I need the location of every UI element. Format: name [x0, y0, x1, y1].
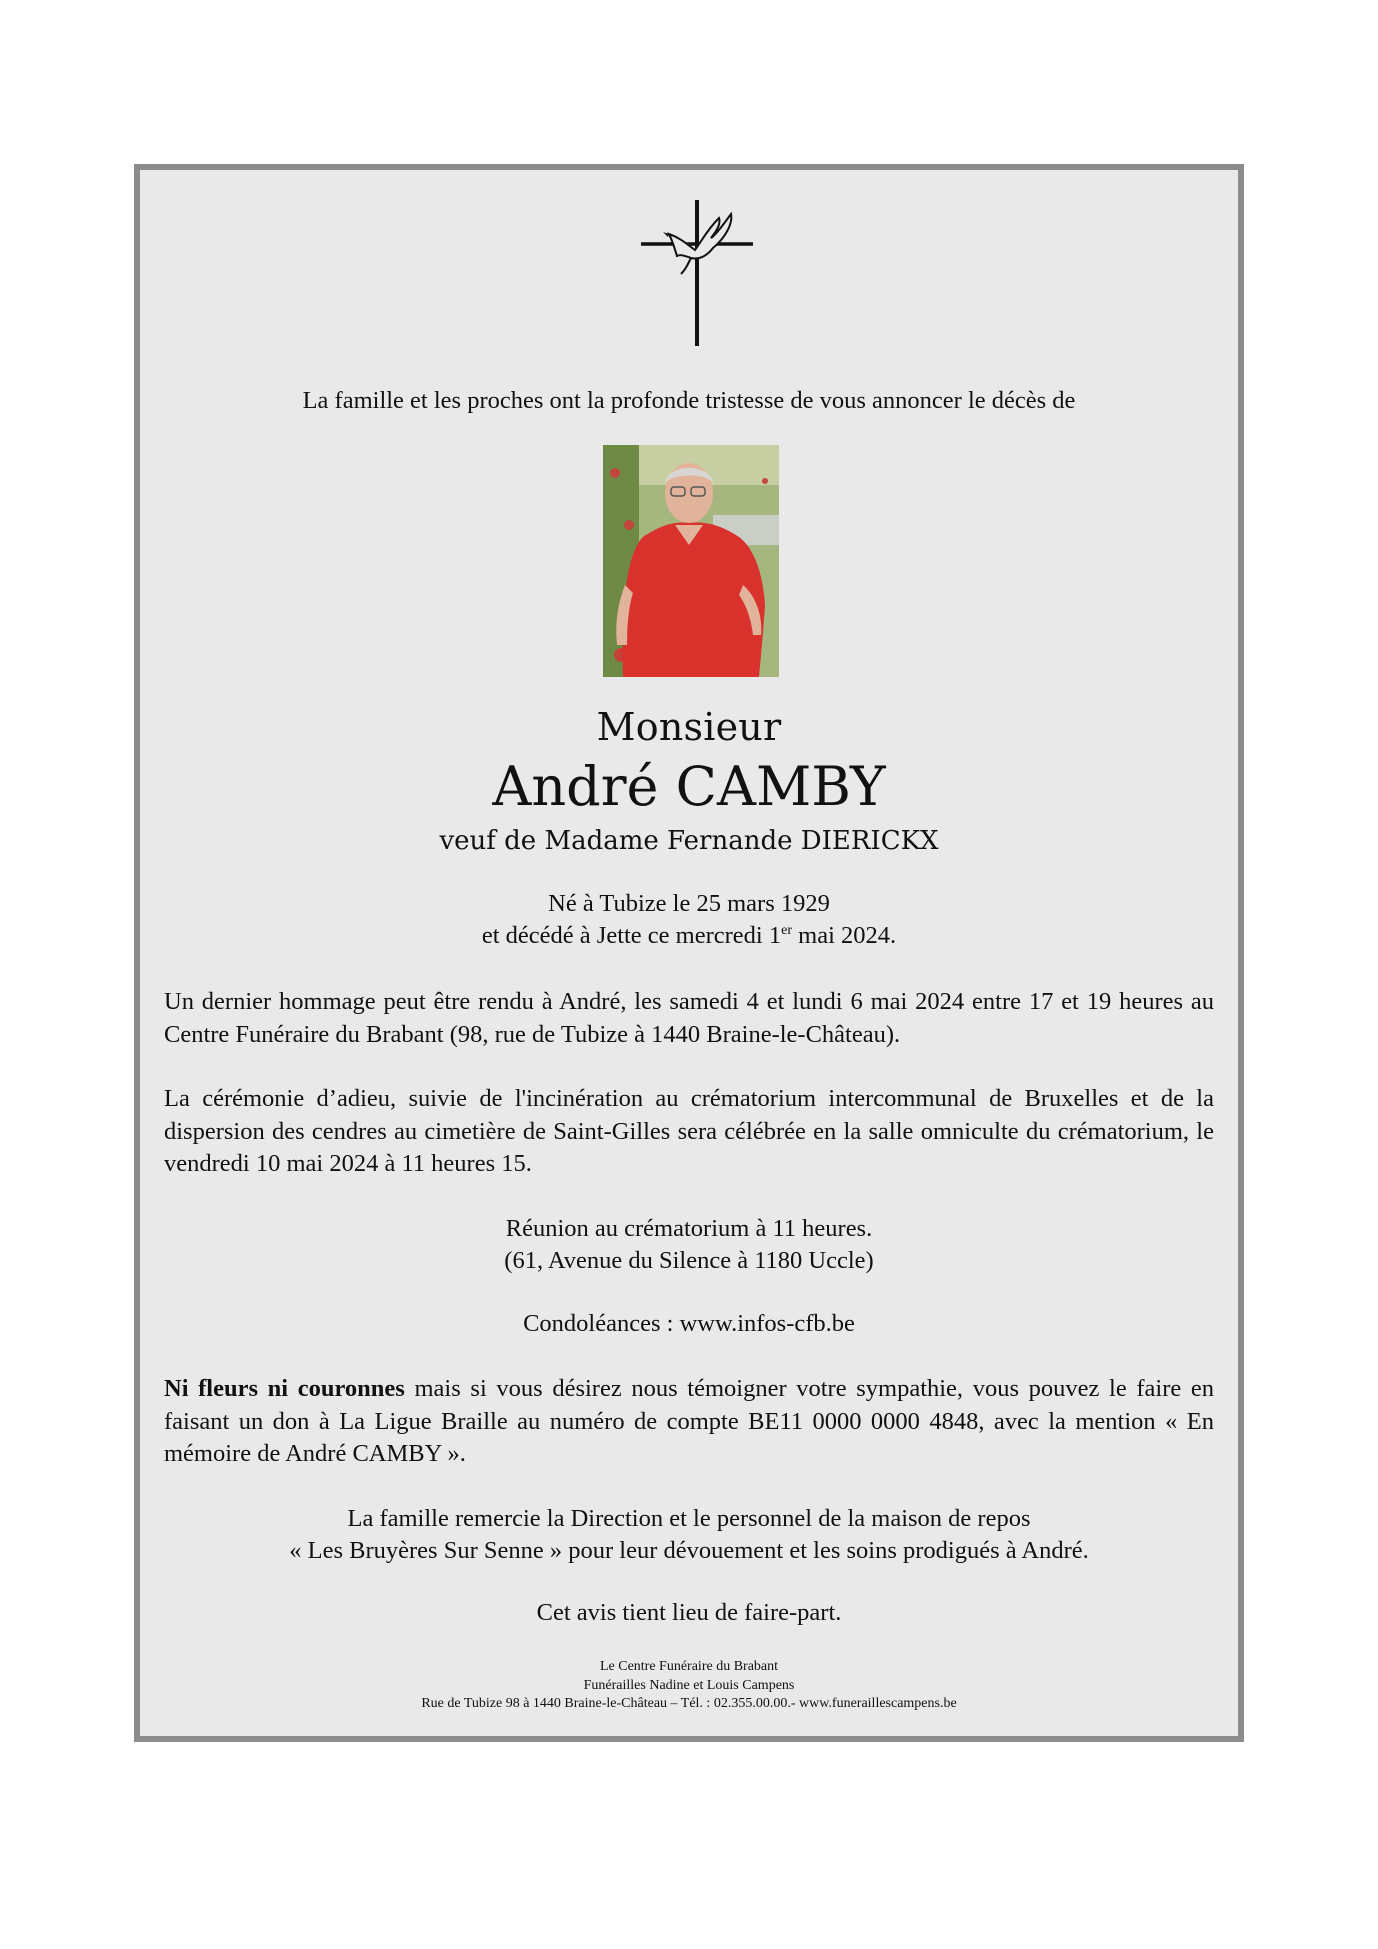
obituary-card: [134, 164, 1244, 1742]
hommage-paragraph: Un dernier hommage peut être rendu à André, les samedi 4 et lundi 6 mai 2024 entre 17 et 19 heures au Centre Funéraire du Brabant (98, rue de Tubize à 1440 Braine-le-Château).: [164, 988, 1214, 1048]
portrait-illustration: [603, 445, 779, 677]
deceased-photo: [603, 445, 779, 677]
widow-line: veuf de Madame Fernande DIERICKX: [439, 826, 939, 856]
thanks-line-2: « Les Bruyères Sur Senne » pour leur dévouement et les soins prodigués à André.: [289, 1537, 1089, 1564]
deceased-name: André CAMBY: [492, 755, 886, 818]
no-flowers-emphasis: Ni fleurs ni couronnes: [164, 1375, 405, 1402]
death-line: et décédé à Jette ce mercredi 1er mai 2024.: [481, 922, 897, 949]
honorific: Monsieur: [596, 705, 782, 749]
birth-line: Né à Tubize le 25 mars 1929: [548, 890, 830, 917]
footer-line-3: Rue de Tubize 98 à 1440 Braine-le-Château – Tél. : 02.355.00.00.- www.funeraillescampens.be: [421, 1696, 957, 1711]
condolences-line: Condoléances : www.infos-cfb.be: [523, 1310, 855, 1337]
donation-paragraph: Ni fleurs ni couronnes mais si vous désirez nous témoigner votre sympathie, vous pouvez le faire en faisant un don à La Ligue Braille au numéro de compte BE11 0000 0000 4848, avec la mention « En mémoire de André CAMBY ».: [164, 1375, 1214, 1467]
reunion-address: (61, Avenue du Silence à 1180 Uccle): [504, 1247, 874, 1274]
reunion-block: [140, 1213, 1238, 1277]
footer-line-2: Funérailles Nadine et Louis Campens: [583, 1677, 795, 1693]
notice-statement: Cet avis tient lieu de faire-part.: [536, 1599, 842, 1626]
footer-line-1: Le Centre Funéraire du Brabant: [599, 1659, 779, 1674]
intro-text: La famille et les proches ont la profonde tristesse de vous annoncer le décès de: [302, 387, 1076, 414]
dates-block: [140, 888, 1238, 952]
ceremony-paragraph: La cérémonie d’adieu, suivie de l'incinération au crématorium intercommunal de Bruxelles et de la dispersion des cendres au cimetière de Saint-Gilles sera célébrée en la salle omniculte du crématorium, le vendredi 10 mai 2024 à 11 heures 15.: [164, 1085, 1214, 1177]
funeral-home-footer: [140, 1658, 1238, 1714]
reunion-time: Réunion au crématorium à 11 heures.: [505, 1215, 873, 1242]
cross-with-dove-icon: [641, 200, 753, 346]
thanks-line-1: La famille remercie la Direction et le personnel de la maison de repos: [347, 1505, 1031, 1532]
thanks-block: [140, 1503, 1238, 1567]
